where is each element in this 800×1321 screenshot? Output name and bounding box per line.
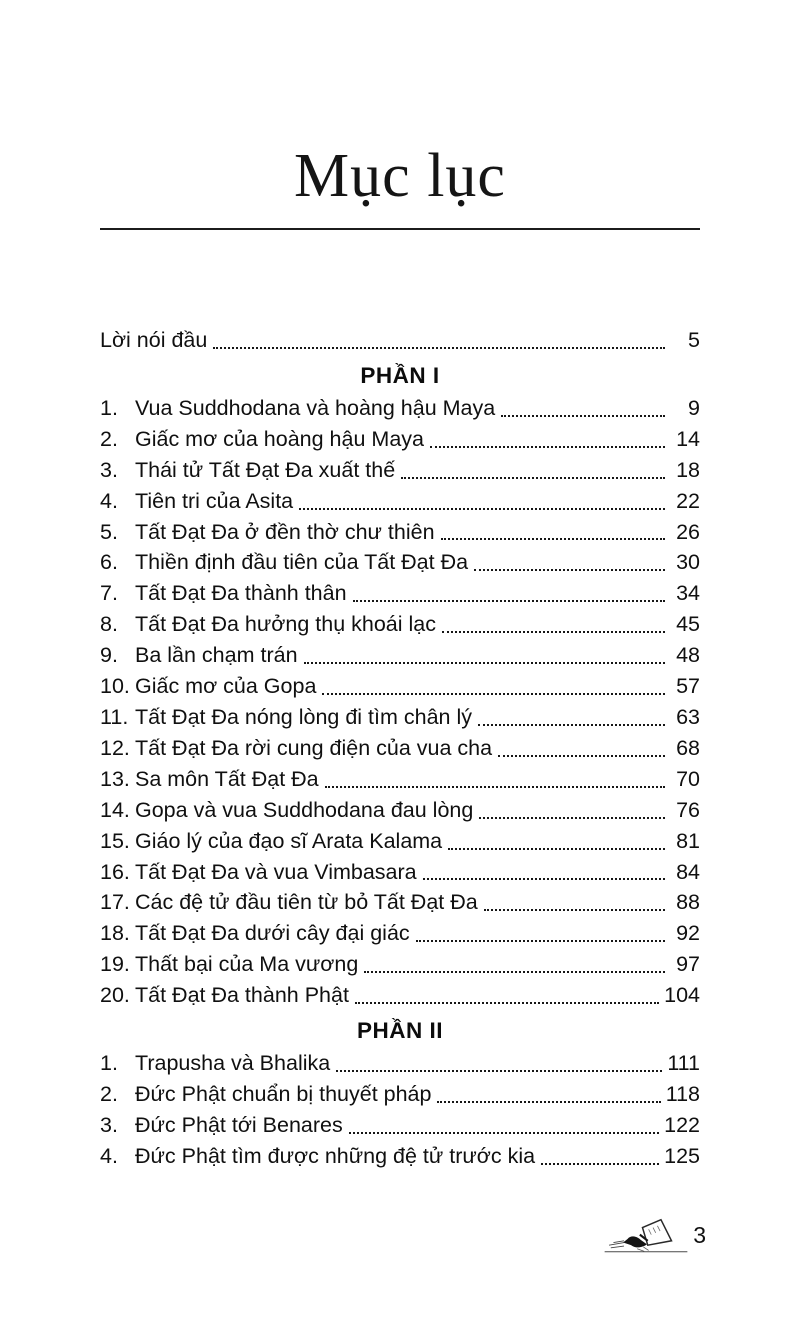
- dot-leader-icon: [423, 878, 665, 880]
- toc-entry-title: Đức Phật tìm được những đệ tử trước kia: [135, 1143, 536, 1168]
- dot-leader-icon: [474, 569, 665, 571]
- toc-entry-page: 18: [676, 457, 700, 482]
- toc-entry-page: 88: [676, 890, 700, 915]
- toc-entry: [100, 1079, 700, 1110]
- toc-entry: [100, 826, 700, 857]
- dot-leader-icon: [322, 693, 665, 695]
- toc-entry-number: 2.: [100, 426, 118, 451]
- toc-entry-page: 22: [676, 488, 700, 513]
- toc-entry-number: 19.: [100, 952, 130, 977]
- toc-entry-number: 12.: [100, 735, 130, 760]
- section-heading: PHẦN II: [356, 1018, 443, 1044]
- toc-entry-number: 10.: [100, 674, 130, 699]
- toc-list: [100, 325, 700, 1172]
- toc-entry: [100, 578, 700, 609]
- toc-entry-title: Thiền định đầu tiên của Tất Đạt Đa: [135, 550, 469, 575]
- toc-entry: [100, 671, 700, 702]
- toc-entry: [100, 733, 700, 764]
- dot-leader-icon: [442, 631, 665, 633]
- toc-entry-number: 13.: [100, 766, 130, 791]
- toc-entry: [100, 609, 700, 640]
- toc-entry-number: 3.: [100, 457, 118, 482]
- toc-entry-number: 16.: [100, 859, 130, 884]
- toc-entry-title: Tất Đạt Đa hưởng thụ khoái lạc: [135, 612, 436, 637]
- toc-entry: [100, 887, 700, 918]
- toc-entry: [100, 547, 700, 578]
- toc-entry-page: 14: [676, 426, 700, 451]
- toc-entry-title: Vua Suddhodana và hoàng hậu Maya: [135, 395, 496, 420]
- toc-entry-title: Gopa và vua Suddhodana đau lòng: [135, 797, 474, 822]
- toc-entry-page: 118: [665, 1081, 700, 1106]
- toc-entry-page: 111: [667, 1051, 700, 1076]
- dot-leader-icon: [336, 1070, 662, 1072]
- dot-leader-icon: [479, 817, 665, 819]
- toc-entry-title: Tiên tri của Asita: [135, 488, 294, 513]
- toc-entry-number: 9.: [100, 643, 118, 668]
- toc-entry-number: 11.: [100, 704, 129, 729]
- dot-leader-icon: [353, 600, 665, 602]
- dot-leader-icon: [213, 347, 665, 349]
- toc-entry-page: 81: [676, 828, 700, 853]
- toc-entry-number: 6.: [100, 550, 118, 575]
- toc-entry-number: 4.: [100, 1143, 118, 1168]
- toc-entry: [100, 1141, 700, 1172]
- dot-leader-icon: [448, 848, 665, 850]
- dot-leader-icon: [501, 415, 665, 417]
- toc-entry-title: Tất Đạt Đa ở đền thờ chư thiên: [135, 519, 435, 544]
- toc-entry-page: 76: [676, 797, 700, 822]
- toc-entry-page: 70: [676, 766, 700, 791]
- dot-leader-icon: [349, 1132, 659, 1134]
- folio-number: 3: [693, 1222, 706, 1248]
- toc-entry-page: 57: [676, 674, 700, 699]
- dot-leader-icon: [401, 477, 665, 479]
- toc-content-column: [100, 0, 700, 1172]
- toc-entry: [100, 325, 700, 356]
- title-divider: [100, 228, 700, 230]
- toc-entry-page: 30: [676, 550, 700, 575]
- toc-entry-title: Tất Đạt Đa rời cung điện của vua cha: [135, 735, 493, 760]
- toc-entry-title: Ba lần chạm trán: [135, 643, 298, 668]
- toc-entry-number: 3.: [100, 1112, 118, 1137]
- dot-leader-icon: [304, 662, 665, 664]
- toc-entry: [100, 640, 700, 671]
- dot-leader-icon: [364, 971, 665, 973]
- dot-leader-icon: [437, 1101, 660, 1103]
- dot-leader-icon: [441, 538, 665, 540]
- toc-entry-title: Sa môn Tất Đạt Đa: [135, 766, 319, 791]
- toc-entry: [100, 424, 700, 455]
- toc-entry-title: Tất Đạt Đa và vua Vimbasara: [135, 859, 417, 884]
- toc-entry-title: Tất Đạt Đa thành Phật: [135, 983, 349, 1008]
- toc-entry: [100, 980, 700, 1011]
- toc-entry-title: Trapusha và Bhalika: [135, 1051, 331, 1076]
- toc-entry-title: Giấc mơ của Gopa: [135, 674, 317, 699]
- toc-entry-number: 4.: [100, 488, 118, 513]
- toc-entry-page: 48: [676, 643, 700, 668]
- toc-entry-title: Tất Đạt Đa thành thân: [135, 581, 347, 606]
- toc-entry: [100, 517, 700, 548]
- toc-entry: [100, 455, 700, 486]
- section-heading: PHẦN I: [360, 362, 440, 388]
- toc-entry-title: Đức Phật chuẩn bị thuyết pháp: [135, 1081, 432, 1106]
- dot-leader-icon: [416, 940, 665, 942]
- toc-entry: [100, 795, 700, 826]
- toc-entry-number: 1.: [100, 395, 118, 420]
- toc-entry-number: 7.: [100, 581, 118, 606]
- toc-entry: [100, 1110, 700, 1141]
- toc-entry-title: Đức Phật tới Benares: [135, 1112, 343, 1137]
- toc-entry-page: 5: [688, 328, 700, 352]
- ink-sketch-ornament-icon: [602, 1216, 690, 1255]
- toc-entry-page: 68: [676, 735, 700, 760]
- toc-entry-page: 45: [676, 612, 700, 637]
- dot-leader-icon: [355, 1002, 659, 1004]
- toc-entry-page: 26: [676, 519, 700, 544]
- toc-entry-title: Các đệ tử đầu tiên từ bỏ Tất Đạt Đa: [135, 890, 478, 915]
- toc-entry-number: 15.: [100, 828, 130, 853]
- dot-leader-icon: [478, 724, 665, 726]
- toc-entry-number: 17.: [100, 890, 130, 915]
- dot-leader-icon: [299, 508, 665, 510]
- toc-entry-title: Giấc mơ của hoàng hậu Maya: [135, 426, 424, 451]
- dot-leader-icon: [325, 786, 665, 788]
- toc-entry-number: 1.: [100, 1051, 118, 1076]
- toc-entry-number: 5.: [100, 519, 118, 544]
- toc-entry-title: Tất Đạt Đa dưới cây đại giác: [135, 921, 410, 946]
- page-footer: [602, 1216, 706, 1255]
- toc-entry-page: 9: [688, 395, 700, 420]
- toc-entry-number: 18.: [100, 921, 130, 946]
- toc-entry-title: Giáo lý của đạo sĩ Arata Kalama: [135, 828, 443, 853]
- toc-entry: [100, 918, 700, 949]
- toc-entry: [100, 949, 700, 980]
- dot-leader-icon: [484, 909, 665, 911]
- dot-leader-icon: [498, 755, 665, 757]
- toc-entry-title: Lời nói đầu: [100, 328, 208, 352]
- dot-leader-icon: [430, 446, 665, 448]
- toc-entry: [100, 702, 700, 733]
- toc-entry: [100, 393, 700, 424]
- toc-entry-title: Tất Đạt Đa nóng lòng đi tìm chân lý: [135, 704, 473, 729]
- toc-entry-page: 97: [676, 952, 700, 977]
- toc-entry-page: 84: [676, 859, 700, 884]
- toc-entry-number: 2.: [100, 1081, 118, 1106]
- toc-entry-page: 63: [676, 704, 700, 729]
- toc-entry-page: 104: [664, 983, 700, 1008]
- toc-entry-number: 8.: [100, 612, 118, 637]
- toc-entry: [100, 857, 700, 888]
- page-title: Mục lục: [294, 142, 506, 210]
- toc-entry-number: 20.: [100, 983, 130, 1008]
- toc-entry-title: Thất bại của Ma vương: [135, 952, 359, 977]
- dot-leader-icon: [541, 1163, 659, 1165]
- toc-entry-title: Thái tử Tất Đạt Đa xuất thế: [135, 457, 396, 482]
- toc-entry: [100, 1048, 700, 1079]
- toc-entry-page: 125: [664, 1143, 700, 1168]
- toc-entry: [100, 486, 700, 517]
- toc-entry-page: 122: [664, 1112, 700, 1137]
- toc-entry-page: 34: [676, 581, 700, 606]
- toc-entry-number: 14.: [100, 797, 130, 822]
- toc-entry: [100, 764, 700, 795]
- toc-entry-page: 92: [676, 921, 700, 946]
